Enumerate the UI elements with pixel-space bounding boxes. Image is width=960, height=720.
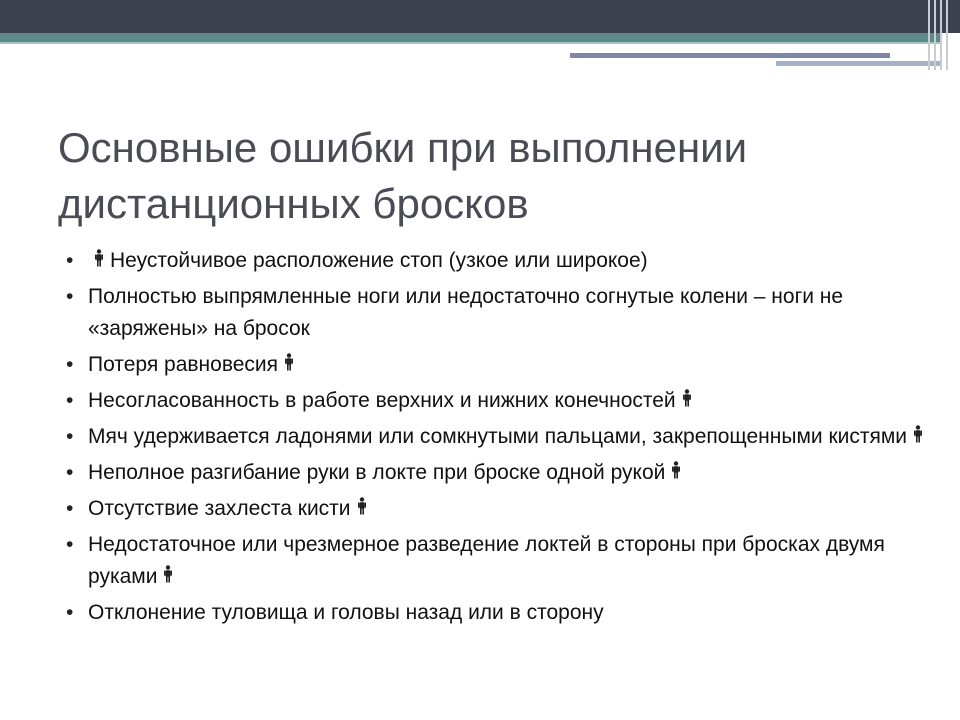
bullet-text: Полностью выпрямленные ноги или недостаточно согнутые колени – ноги не «заряжены» на бросок	[88, 285, 844, 340]
blue-accent-line-short	[776, 61, 940, 66]
corner-stripes	[922, 0, 960, 70]
bullet-text: Потеря равновесия	[88, 353, 279, 376]
bullet-item	[64, 385, 944, 417]
person-icon	[94, 249, 104, 267]
person-icon	[671, 461, 681, 479]
bullet-item	[64, 457, 944, 489]
bullet-item	[64, 421, 944, 453]
bullet-item	[64, 281, 944, 345]
person-icon	[913, 425, 923, 443]
bullet-text: Отсутствие захлеста кисти	[88, 497, 351, 520]
blue-accent-line	[570, 53, 890, 58]
bullet-item	[64, 597, 944, 629]
top-decorative-bar	[0, 0, 960, 33]
teal-accent-band	[0, 33, 942, 42]
bullet-text: Неустойчивое расположение стоп (узкое или широкое)	[110, 249, 648, 272]
bullet-text: Отклонение туловища и головы назад или в сторону	[88, 601, 604, 624]
bullet-item	[64, 493, 944, 525]
person-icon	[163, 565, 173, 583]
bullet-list	[64, 245, 944, 633]
slide-title: Основные ошибки при выполнении дистанционных бросков	[58, 124, 748, 227]
person-icon	[682, 389, 692, 407]
person-icon	[357, 497, 367, 515]
bullet-item	[64, 349, 944, 381]
bullet-item	[64, 245, 944, 277]
bullet-text: Недостаточное или чрезмерное разведение локтей в стороны при бросках двумя руками	[88, 533, 885, 588]
person-icon	[284, 353, 294, 371]
bullet-text: Неполное разгибание руки в локте при броске одной рукой	[88, 461, 666, 484]
bullet-text: Мяч удерживается ладонями или сомкнутыми пальцами, закрепощенными кистями	[88, 425, 908, 448]
bullet-item	[64, 529, 944, 593]
bullet-text: Несогласованность в работе верхних и нижних конечностей	[88, 389, 676, 412]
teal-accent-line	[0, 42, 942, 44]
